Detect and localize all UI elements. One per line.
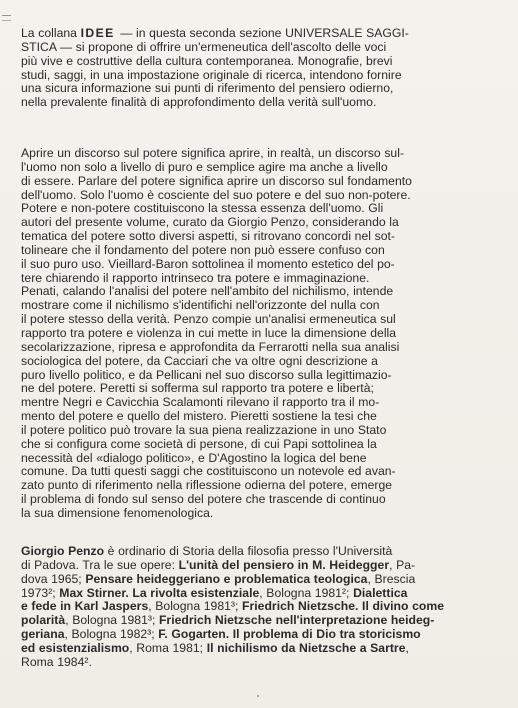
bio-fragment: F. Gogarten. Il problema di Dio tra storicismo: [158, 628, 421, 642]
bio-fragment: Giorgio Penzo: [21, 545, 105, 558]
bio-line: [21, 642, 503, 656]
bio-fragment: ed esistenzialismo: [21, 641, 130, 655]
description-line: il potere politico può trovare la sua piena realizzazione in uno Stato: [21, 423, 387, 437]
bio-fragment: , Bologna 1981²;: [259, 586, 354, 600]
bio-fragment: dova 1965;: [21, 572, 86, 586]
series-intro-paragraph: [21, 27, 503, 110]
bio-fragment: Friedrich Nietzsche. Il divino come: [242, 600, 444, 614]
description-line: secolarizzazione, ripresa e approfondita da Ferrarotti nella sua analisi: [21, 340, 400, 354]
bio-fragment: , Bologna 1981³;: [148, 600, 243, 614]
description-line: mostrare come il nichilismo s'identifichi nell'orizzonte del nulla con: [21, 299, 380, 313]
bio-fragment: geriana: [21, 628, 65, 642]
bio-fragment: Friedrich Nietzsche nell'interpretazione heideg-: [158, 614, 435, 628]
description-line: zato punto di riferimento nella riflessione odierna del potere, emerge: [21, 479, 393, 493]
bio-fragment: è ordinario di Storia della filosofia presso l'Università: [104, 545, 393, 558]
description-line: ne del potere. Peretti si sofferma sul rapporto tra potere e libertà;: [21, 382, 374, 396]
bio-fragment: Il nichilismo da Nietzsche a Sartre: [206, 641, 406, 655]
description-line: mentre Negri e Cavicchia Scalamonti rilevano il rapporto tra il mo-: [21, 396, 380, 410]
paper-speck: [257, 695, 259, 697]
bio-fragment: .: [88, 655, 92, 669]
series-intro-first-line-rest: — in questa seconda sezione UNIVERSALE SAGGI-: [120, 27, 409, 40]
bio-fragment: polarità: [21, 614, 66, 628]
description-line: comune. Da tutti questi saggi che costituiscono un notevole ed avan-: [21, 465, 396, 479]
series-intro-line: nella prevalente finalità di approfondimento della verità sull'uomo.: [21, 96, 377, 110]
description-line: tolineare che il fondamento del potere non può essere confuso con: [21, 243, 385, 257]
bio-line: [21, 573, 503, 587]
description-line: sociologica del potere, da Cacciari che va oltre ogni descrizione a: [21, 354, 378, 368]
bio-line: [21, 614, 503, 628]
book-description-paragraph: [21, 147, 503, 521]
bio-fragment: ,: [405, 641, 409, 655]
series-intro-prefix: La collana: [21, 27, 77, 40]
series-intro-line: una sicura informazione sui punti di riferimento del pensiero odierno,: [21, 82, 394, 96]
description-line: il potere stesso della verità. Penzo compie un'analisi ermeneutica sul: [21, 313, 396, 327]
series-intro-line: più vive e costruttive della cultura contemporanea. Monografie, brevi: [21, 54, 393, 68]
bio-fragment: di Padova. Tra le sue opere:: [21, 558, 179, 572]
series-intro-line: studi, saggi, in una impostazione originale di ricerca, intendono fornire: [21, 68, 402, 82]
author-bio-paragraph: [21, 545, 503, 670]
bio-fragment: Pensare heideggeriano e problematica teologica: [85, 572, 368, 586]
bio-fragment: , Bologna 1982³;: [64, 628, 159, 642]
description-line: Potere e non-potere costituiscono la stessa essenza dell'uomo. Gli: [21, 202, 384, 216]
series-intro-line: [21, 27, 503, 41]
bio-line: [21, 656, 503, 670]
description-line: dell'uomo. Solo l'uomo è cosciente del suo potere e del suo non-potere.: [21, 188, 411, 202]
bio-fragment: L'unità del pensiero in M. Heidegger: [178, 558, 390, 572]
description-line: che si configura come società di persone, di cui Papi sottolinea la: [21, 437, 377, 451]
bio-fragment: , Bologna 1981³;: [65, 614, 159, 628]
bio-line: [21, 600, 503, 614]
bio-fragment: 1973²;: [21, 586, 60, 600]
margin-mark: [2, 15, 11, 21]
description-line: puro livello politico, e da Pellicani nel suo discorso sulla legittimazio-: [21, 368, 392, 382]
description-line: mento del potere e quello del mistero. Pieretti sostiene la tesi che: [21, 410, 377, 424]
description-line: tere chiarendo il rapporto intrinseco tra potere e immaginazione.: [21, 271, 370, 285]
description-line: Penati, calando l'analisi del potere nell'ambito del nichilismo, intende: [21, 285, 394, 299]
bio-fragment: Max Stirner. La rivolta esistenziale: [59, 586, 260, 600]
bio-line: [21, 545, 503, 559]
description-line: di essere. Parlare del potere significa aprire un discorso sul fondamento: [21, 174, 412, 188]
description-line: l'uomo non solo a livello di puro e semplice agire ma anche a livello: [21, 160, 388, 174]
description-line: necessità del «dialogo politico», e D'Agostino la logica del bene: [21, 451, 367, 465]
bio-fragment: , Roma 1981;: [129, 641, 207, 655]
bio-line: [21, 559, 503, 573]
description-line: il problema di fondo sul senso del potere che trascende di continuo: [21, 493, 386, 507]
description-line: tematica del potere sotto diversi aspetti, si ritrovano concordi nel sot-: [21, 230, 395, 244]
bio-fragment: , Pa-: [389, 558, 416, 572]
description-line: rapporto tra potere e violenza in cui mette in luce la dimensione della: [21, 326, 397, 340]
description-line: il suo puro uso. Vieillard-Baron sottolinea il momento estetico del po-: [21, 257, 395, 271]
series-intro-line: STICA — si propone di offrire un'ermeneutica dell'ascolto delle voci: [21, 40, 387, 54]
bio-line: [21, 587, 503, 601]
bio-fragment: , Brescia: [367, 572, 416, 586]
bio-fragment: Dialettica: [353, 586, 408, 600]
description-line: la sua dimensione fenomenologica.: [21, 506, 214, 520]
description-line: autori del presente volume, curato da Giorgio Penzo, considerando la: [21, 216, 399, 230]
bio-line: [21, 628, 503, 642]
description-line: Aprire un discorso sul potere significa aprire, in realtà, un discorso sul-: [21, 147, 405, 160]
bio-fragment: Roma 1984²: [21, 655, 89, 669]
bio-fragment: e fede in Karl Jaspers: [21, 600, 149, 614]
series-name: IDEE: [80, 27, 115, 40]
